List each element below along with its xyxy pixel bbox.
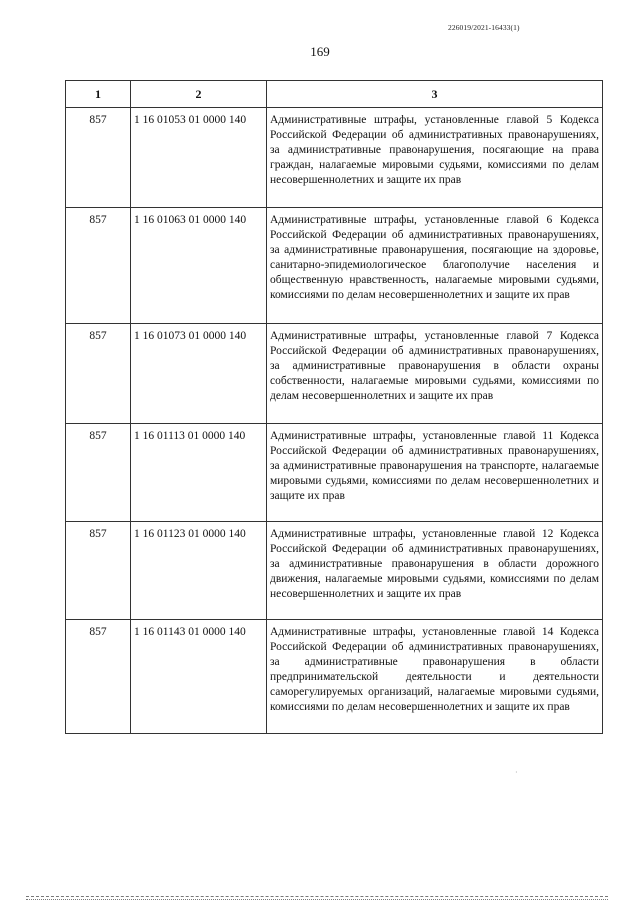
scan-bottom-edge-2 xyxy=(26,899,608,900)
budget-classification-code: 1 16 01143 01 0000 140 xyxy=(131,620,267,734)
revenue-description: Административные штрафы, установленные главой 7 Кодекса Российской Федерации об административных правонарушениях, за административные правонарушения в области охраны собственности, налагаемые мировыми судьями, комиссиями по делам несовершеннолетних и защите их прав xyxy=(267,324,603,424)
document-registration-number: 226019/2021-16433(1) xyxy=(448,23,520,32)
administrator-code: 857 xyxy=(66,208,131,324)
column-header-1: 1 xyxy=(66,81,131,108)
table-header-row xyxy=(66,81,603,108)
revenue-description: Административные штрафы, установленные главой 11 Кодекса Российской Федерации об административных правонарушениях, за административные правонарушения на транспорте, налагаемые мировыми судьями, комиссиями по делам несовершеннолетних и защите их прав xyxy=(267,424,603,522)
budget-classification-code: 1 16 01053 01 0000 140 xyxy=(131,108,267,208)
administrator-code: 857 xyxy=(66,620,131,734)
budget-classification-code: 1 16 01123 01 0000 140 xyxy=(131,522,267,620)
table-row xyxy=(66,108,603,208)
column-header-3: 3 xyxy=(267,81,603,108)
revenue-description: Административные штрафы, установленные главой 12 Кодекса Российской Федерации об административных правонарушениях, за административные правонарушения в области дорожного движения, налагаемые мировыми судьями, комиссиями по делам несовершеннолетних и защите их прав xyxy=(267,522,603,620)
table-row xyxy=(66,522,603,620)
administrator-code: 857 xyxy=(66,522,131,620)
administrator-code: 857 xyxy=(66,108,131,208)
column-header-2: 2 xyxy=(131,81,267,108)
table-row xyxy=(66,208,603,324)
table-row xyxy=(66,424,603,522)
budget-classification-code: 1 16 01113 01 0000 140 xyxy=(131,424,267,522)
budget-classification-code: 1 16 01063 01 0000 140 xyxy=(131,208,267,324)
budget-codes-table xyxy=(65,80,603,734)
table-row xyxy=(66,324,603,424)
page-number: 169 xyxy=(310,44,330,59)
budget-classification-code: 1 16 01073 01 0000 140 xyxy=(131,324,267,424)
scan-speck: · xyxy=(515,768,518,777)
revenue-description: Административные штрафы, установленные главой 14 Кодекса Российской Федерации об административных правонарушениях, за административные правонарушения в области предпринимательской деятельности и деятельности саморегулируемых организаций, налагаемые мировыми судьями, комиссиями по делам несовершеннолетних и защите их прав xyxy=(267,620,603,734)
administrator-code: 857 xyxy=(66,424,131,522)
scan-bottom-edge xyxy=(26,896,608,897)
revenue-description: Административные штрафы, установленные главой 6 Кодекса Российской Федерации об административных правонарушениях, за административные правонарушения, посягающие на здоровье, санитарно-эпидемиологическое благополучие населения и общественную нравственность, налагаемые мировыми судьями, комиссиями по делам несовершеннолетних и защите их прав xyxy=(267,208,603,324)
administrator-code: 857 xyxy=(66,324,131,424)
revenue-description: Административные штрафы, установленные главой 5 Кодекса Российской Федерации об административных правонарушениях, за административные правонарушения, посягающие на права граждан, налагаемые мировыми судьями, комиссиями по делам несовершеннолетних и защите их прав xyxy=(267,108,603,208)
table-row xyxy=(66,620,603,734)
